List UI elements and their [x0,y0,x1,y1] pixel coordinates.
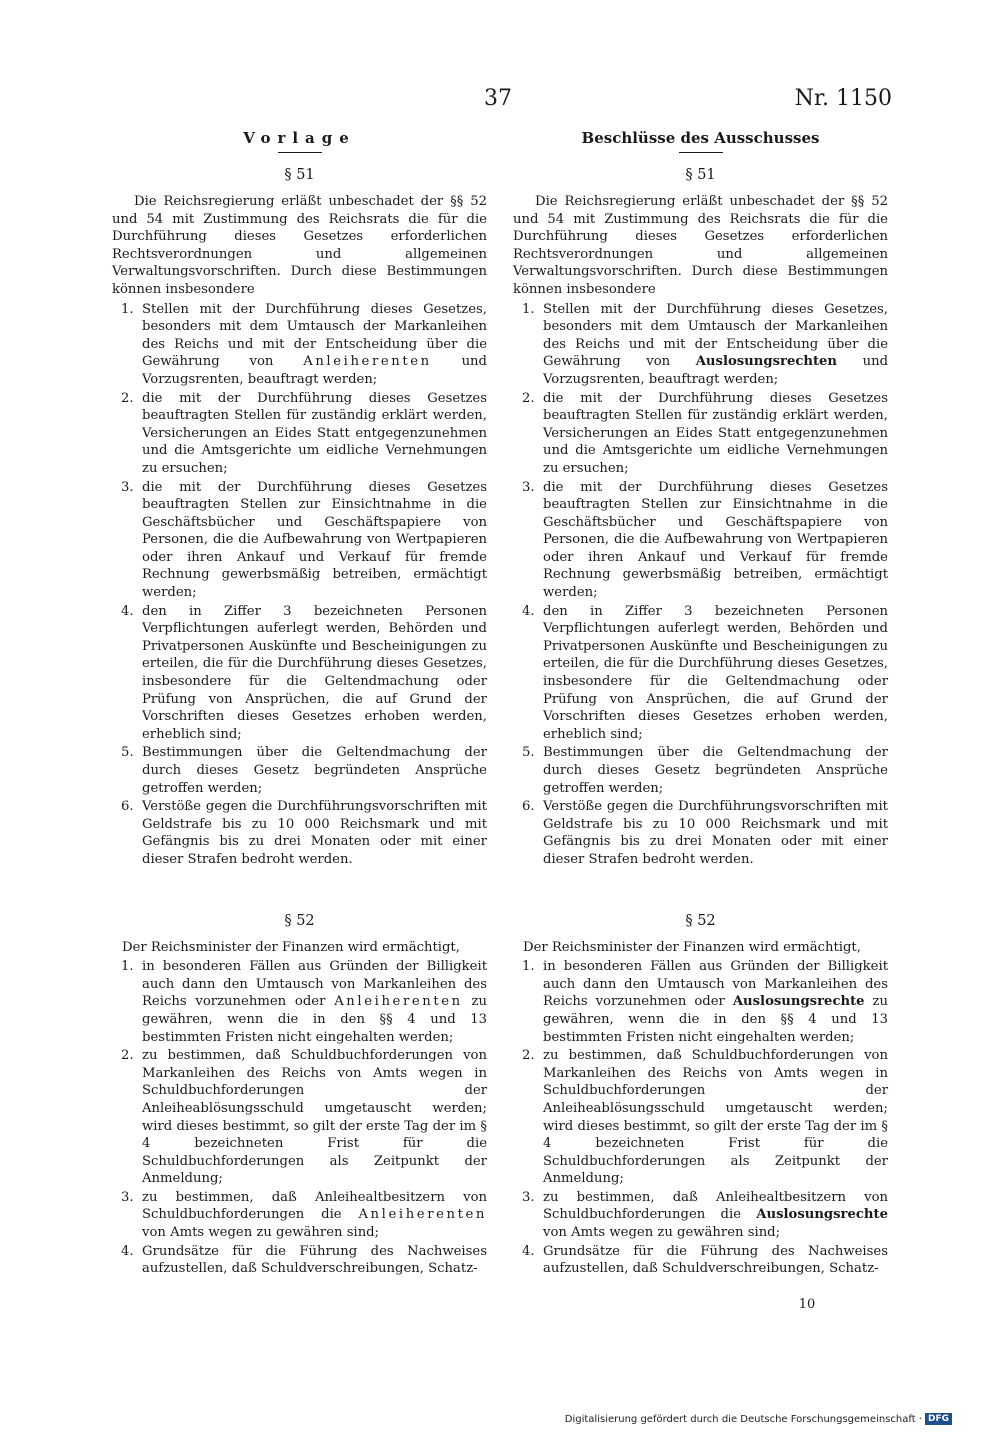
item-text: die mit der Durchführung dieses Gesetzes beauftragten Stellen zur Einsichtnahme in die Geschäftsbücher und Geschäftspapiere von Personen, die die Aufbewahrung von Wertpapieren oder ihren Ankauf und Verkauf für fremde Rechnung gewerbsmäßig betreiben, ermächtigt werden; [543,479,888,601]
item-text: Verstöße gegen die Durchführungsvorschriften mit Geldstrafe bis zu 10 000 Reichsmark und mit Gefängnis bis zu drei Monaten oder mit einer dieser Strafen bedroht werden. [543,799,888,867]
list-item [513,390,888,478]
item-number: 3. [522,1189,535,1205]
item-number: 3. [121,1189,134,1205]
right-column [513,128,888,1279]
item-number: 1. [121,959,134,975]
list-item [112,1047,487,1188]
item-text-end: von Amts wegen zu gewähren sind; [142,1225,380,1241]
list-item [112,603,487,744]
item-number: 6. [121,799,134,815]
section-title: § 51 [284,167,315,183]
item-number: 2. [121,390,134,406]
section-intro: Der Reichsminister der Finanzen wird ermächtigt, [523,939,861,955]
item-number: 2. [522,390,535,406]
item-emphasis: Anleiherenten [358,1207,487,1223]
item-list [112,958,487,1278]
item-text: zu bestimmen, daß Schuldbuchforderungen von Markanleihen des Reichs von Amts wegen in Schuldbuchforderungen der Anleiheablösungsschuld umgetauscht werden; wird dieses bestimmt, so gilt der erste Tag der im § 4 bezeichneten Frist für die Schuldbuchforderungen als Zeitpunkt der Anmeldung; [142,1048,487,1187]
item-text: Grundsätze für die Führung des Nachweises aufzustellen, daß Schuldverschreibungen, Schatz- [543,1243,888,1277]
item-number: 3. [522,479,535,495]
item-text-end: zu gewähren, wenn die in den §§ 4 und 13 bestimmten Fristen nicht eingehalten werden; [543,994,888,1045]
item-text-end: zu gewähren, wenn die in den §§ 4 und 13 bestimmten Fristen nicht eingehalten werden; [142,994,487,1045]
item-number: 4. [121,603,134,619]
item-number: 5. [121,745,134,761]
list-item [513,479,888,602]
item-number: 4. [121,1243,134,1259]
left-column-heading: Vorlage [243,129,356,147]
item-text: den in Ziffer 3 bezeichneten Personen Verpflichtungen auferlegt werden, Behörden und Privatpersonen Auskünfte und Bescheinigungen zu erteilen, die für die Durchführung dieses Gesetzes, insbesondere für die Geltendmachung oder Prüfung von Ansprüchen, die auf Grund der Vorschriften dieses Gesetzes erhoben werden, erheblich sind; [142,603,487,742]
list-item [513,744,888,797]
list-item [513,1243,888,1278]
item-text-end: und Vorzugsrenten, beauftragt werden; [142,354,487,387]
item-number: 3. [121,479,134,495]
item-emphasis: Anleiherenten [303,354,432,370]
item-list [112,301,487,869]
item-text-end: von Amts wegen zu gewähren sind; [543,1225,781,1241]
footer-credit-text: Digitalisierung gefördert durch die Deutsche Forschungsgemeinschaft · [564,1414,922,1425]
item-text: zu bestimmen, daß Anleihealtbesitzern von Schuldbuchforderungen die [142,1189,487,1223]
list-item [112,798,487,868]
item-text: die mit der Durchführung dieses Gesetzes beauftragten Stellen für zuständig erklärt werden, Versicherungen an Eides Statt entgegenzunehmen und die Amtsgerichte um eidliche Vernehmungen zu ersuchen; [142,390,487,476]
list-item [513,301,888,389]
list-item [112,301,487,389]
item-emphasis: Auslosungsrechte [756,1207,888,1223]
item-text: Stellen mit der Durchführung dieses Gesetzes, besonders mit dem Umtausch der Markanleihen des Reichs und mit der Entscheidung über die Gewährung von [543,301,888,370]
section-intro: Die Reichsregierung erläßt unbeschadet der §§ 52 und 54 mit Zustimmung des Reichsrats die für die Durchführung dieses Gesetzes erforderlichen Rechtsverordnungen und allgemeinen Verwaltungsvorschriften. Durch diese Bestimmungen können insbesondere [513,194,888,297]
item-text: zu bestimmen, daß Schuldbuchforderungen von Markanleihen des Reichs von Amts wegen in Schuldbuchforderungen der Anleiheablösungsschuld umgetauscht werden; wird dieses bestimmt, so gilt der erste Tag der im § 4 bezeichneten Frist für die Schuldbuchforderungen als Zeitpunkt der Anmeldung; [543,1048,888,1187]
item-list [513,958,888,1278]
section-title: § 51 [685,167,716,183]
heading-rule [278,152,322,153]
item-text: die mit der Durchführung dieses Gesetzes beauftragten Stellen zur Einsichtnahme in die Geschäftsbücher und Geschäftspapiere von Personen, die die Aufbewahrung von Wertpapieren oder ihren Ankauf und Verkauf für fremde Rechnung gewerbsmäßig betreiben, ermächtigt werden; [142,479,487,601]
section-intro: Die Reichsregierung erläßt unbeschadet der §§ 52 und 54 mit Zustimmung des Reichsrats die für die Durchführung dieses Gesetzes erforderlichen Rechtsverordnungen und allgemeinen Verwaltungsvorschriften. Durch diese Bestimmungen können insbesondere [112,194,487,297]
footer-credit [565,1413,952,1425]
item-text: den in Ziffer 3 bezeichneten Personen Verpflichtungen auferlegt werden, Behörden und Privatpersonen Auskünfte und Bescheinigungen zu erteilen, die für die Durchführung dieses Gesetzes, insbesondere für die Geltendmachung oder Prüfung von Ansprüchen, die auf Grund der Vorschriften dieses Gesetzes erhoben werden, erheblich sind; [543,603,888,742]
item-text: Bestimmungen über die Geltendmachung der durch dieses Gesetz begründeten Ansprüche getroffen werden; [543,745,888,796]
list-item [112,479,487,602]
page-number: 37 [484,86,512,111]
signature-mark: 10 [798,1297,816,1312]
list-item [513,1047,888,1188]
heading-rule [679,152,723,153]
item-text: Verstöße gegen die Durchführungsvorschriften mit Geldstrafe bis zu 10 000 Reichsmark und mit Gefängnis bis zu drei Monaten oder mit einer dieser Strafen bedroht werden. [142,799,487,867]
item-text-end: und Vorzugsrenten, beauftragt werden; [543,354,889,387]
item-text: zu bestimmen, daß Anleihealtbesitzern von Schuldbuchforderungen die [543,1189,888,1223]
item-text: Grundsätze für die Führung des Nachweises aufzustellen, daß Schuldverschreibungen, Schatz- [142,1243,487,1277]
item-number: 1. [522,301,535,317]
right-column-heading: Beschlüsse des Ausschusses [581,129,820,147]
list-item [513,798,888,868]
item-text: in besonderen Fällen aus Gründen der Billigkeit auch dann den Umtausch von Markanleihen des Reichs vorzunehmen oder [142,959,487,1010]
item-number: 1. [522,959,535,975]
section-intro: Der Reichsminister der Finanzen wird ermächtigt, [122,939,460,955]
list-item [112,1189,487,1242]
section-title: § 52 [284,912,315,929]
section-title: § 52 [685,912,716,929]
item-emphasis: Auslosungsrechten [695,354,838,370]
item-text: in besonderen Fällen aus Gründen der Billigkeit auch dann den Umtausch von Markanleihen des Reichs vorzunehmen oder [543,959,888,1010]
left-column [112,128,487,1279]
item-number: 6. [522,799,535,815]
item-text: Stellen mit der Durchführung dieses Gesetzes, besonders mit dem Umtausch der Markanleihen des Reichs und mit der Entscheidung über die Gewährung von [142,301,487,370]
item-emphasis: Anleiherenten [334,994,463,1010]
list-item [112,744,487,797]
item-text: die mit der Durchführung dieses Gesetzes beauftragten Stellen für zuständig erklärt werden, Versicherungen an Eides Statt entgegenzunehmen und die Amtsgerichte um eidliche Vernehmungen zu ersuchen; [543,390,888,476]
item-number: 5. [522,745,535,761]
dfg-logo: DFG [925,1413,952,1425]
item-number: 2. [121,1048,134,1064]
list-item [112,958,487,1046]
list-item [112,1243,487,1278]
item-number: 4. [522,603,535,619]
item-emphasis: Auslosungsrechte [732,994,865,1010]
item-number: 1. [121,301,134,317]
item-number: 4. [522,1243,535,1259]
list-item [513,958,888,1046]
item-list [513,301,888,869]
list-item [513,1189,888,1242]
item-text: Bestimmungen über die Geltendmachung der durch dieses Gesetz begründeten Ansprüche getroffen werden; [142,745,487,796]
item-number: 2. [522,1048,535,1064]
list-item [513,603,888,744]
document-number: Nr. 1150 [794,86,892,111]
list-item [112,390,487,478]
